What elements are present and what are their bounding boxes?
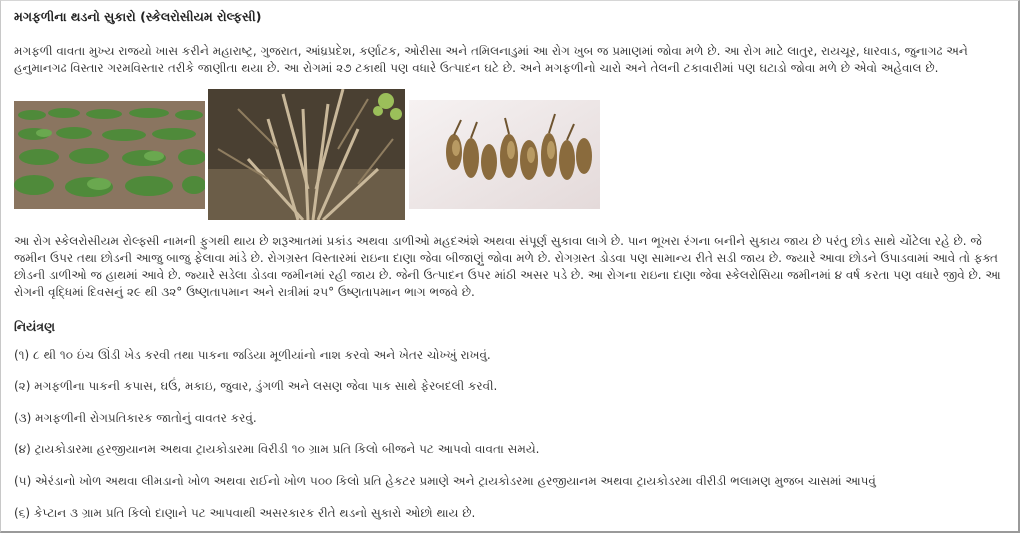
intro-paragraph: મગફળી વાવતા મુખ્ય રાજયો ખાસ કરીને મહારાષ્ટ્ર, ગુજરાત, આંધ્રપ્રદેશ, કર્ણાટક, ઓરીસા અને તમિલનાડુમાં આ રોગ ખુબ જ પ્રમાણમાં જોવા મળે છે. આ રોગ માટે લાતુર, રાયચૂર, ધારવાડ, જુનાગઢ અને હનુમાનગઢ વિસ્તાર ગરમવિસ્તાર તરીકે જાણીતા થયા છે. આ રોગમાં ૨૭ ટકાથી પણ વધારે ઉત્પાદન ઘટે છે. અને મગફળીનો ચારો અને તેલની ટકાવારીમાં પણ ઘટાડો જોવા મળે છે એવો અહેવાલ છે. [14, 44, 968, 75]
article-title: મગફળીના થડનો સુકારો (સ્કેલરોસીયમ રોલ્ફસી) [14, 9, 262, 24]
disease-description: આ રોગ સ્કેલરોસીયમ રોલ્ફ્સી નામની ફુગથી થાય છે શરૂઆતમાં પ્રકાંડ અથવા ડાળીઓ મહદઅંશે અથવા સંપૂર્ણ સુકાવા લાગે છે. પાન ભૂખરા રંગના બનીને સુકાય જાય છે પરંતુ છોડ સાથે ચોંટેલા રહે છે. જે જમીન ઉપર તથા છોડની આજુ બાજુ ફેલાવા માંડે છે. રોગગ્રસ્ત વિસ્તારમાં રાઇના દાણા જેવા બીજાણું જોવા મળે છે. રોગગ્રસ્ત ડોડવા પણ સામાન્ય રીતે સડી જાય છે. જ્યારે આવા છોડને ઉપાડવામાં આવે તો ફક્ત છોડની ડાળીઓ જ હાથમાં આવે છે. જ્યારે સડેલા ડોડવા જમીનમાં રહી જાય છે. જેની ઉત્પાદન ઉપર માંઠી અસર પડે છે. આ રોગના રાઇના દાણા જેવા સ્કેલરોસિયા જમીનમાં ૪ વર્ષ કરતા પણ વધારે જીવે છે. આ રોગની વૃદ્ધિમાં દિવસનું ૨૯ થી ૩૨° ઉષ્ણતાપમાન અને રાત્રીમાં ૨૫° ઉષ્ણતાપમાન ભાગ ભજવે છે. [14, 234, 1001, 299]
control-item: (૬) કેપ્ટાન ૩ ગ્રામ પ્રતિ કિલો દાણાને પટ આપવાથી અસરકારક રીતે થડનો સુકારો ઓછો થાય છે. [14, 506, 476, 520]
infected-stems-photo [208, 89, 405, 220]
control-item: (૪) ટ્રાયકોડારમા હરજીયાનમ અથવા ટ્રાયકોડારમા વિરીડી ૧૦ ગ્રામ પ્રતિ કિલો બીજને પટ આપવો વાવતા સમયે. [14, 442, 540, 456]
control-item: (૫) એરંડાનો ખોળ અથવા લીમડાનો ખોળ અથવા રાઈનો ખોળ ૫૦૦ કિલો પ્રતિ હેકટર પ્રમાણે અને ટ્રાયકોડરમા હરજીયાનમ અથવા ટ્રાયકોડરમા વીરીડી ભલામણ મુજબ ચાસમાં આપવું [14, 474, 876, 488]
control-item: (૩) મગફળીની રોગપ્રતિકારક જાતોનું વાવતર કરવું. [14, 411, 257, 425]
groundnut-field-photo [14, 101, 205, 209]
article-content [14, 1, 1009, 520]
control-heading: નિયંત્રણ [14, 319, 55, 334]
infected-pods-photo [409, 100, 600, 209]
control-item: (૧) ૮ થી ૧૦ ઇંચ ઊંડી ખેડ કરવી તથા પાકના જડિયા મૂળીયાંનો નાશ કરવો અને ખેતર ચોખ્ખું રાખવું. [14, 348, 491, 362]
control-item: (૨) મગફળીના પાકની કપાસ, ઘઉં, મકાઇ, જુવાર, ડુંગળી અને લસણ જેવા પાક સાથે ફેરબદલી કરવી. [14, 379, 498, 393]
